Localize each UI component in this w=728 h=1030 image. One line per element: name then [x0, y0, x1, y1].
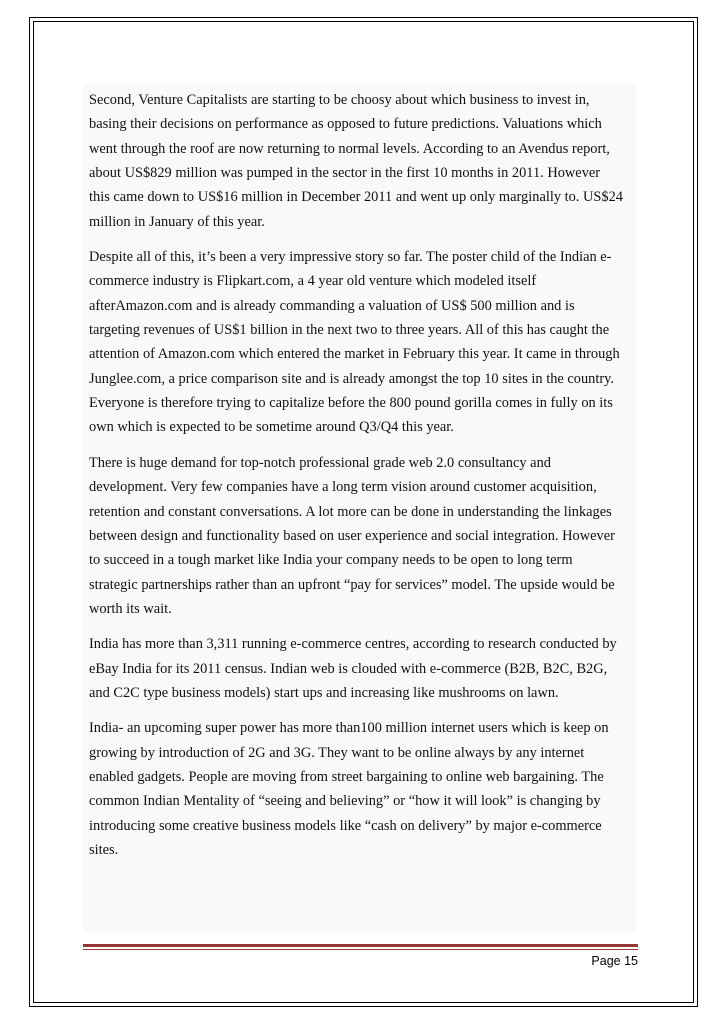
text-line: eBay India for its 2011 census. Indian web is clouded with e-commerce (B2B, B2C, B2G,	[89, 660, 608, 677]
text-line: between design and functionality based on user experience and social integration. However	[89, 527, 615, 544]
text-line: introducing some creative business models like “cash on delivery” by major e-commerce	[89, 817, 602, 834]
paragraph-web-consultancy	[89, 451, 637, 621]
text-line: Junglee.com, a price comparison site and is already amongst the top 10 sites in the country.	[89, 370, 614, 387]
text-line: about US$829 million was pumped in the sector in the first 10 months in 2011. However	[89, 165, 601, 182]
paragraph-internet-users	[89, 716, 637, 862]
text-line: retention and constant conversations. A lot more can be done in understanding the linkages	[89, 503, 612, 520]
text-line: sites.	[89, 841, 119, 858]
text-line: went through the roof are now returning to normal levels. According to an Avendus report,	[89, 140, 610, 157]
text-line: development. Very few companies have a long term vision around customer acquisition,	[89, 479, 597, 496]
text-line: Despite all of this, it’s been a very impressive story so far. The poster child of the Indian e-	[89, 249, 612, 266]
footer-rule-thick	[83, 944, 638, 947]
text-line: India- an upcoming super power has more than100 million internet users which is keep on	[89, 720, 609, 737]
text-line: targeting revenues of US$1 billion in the next two to three years. All of this has caught the	[89, 322, 610, 339]
text-line: India has more than 3,311 running e-commerce centres, according to research conducted by	[89, 636, 617, 653]
text-line: this came down to US$16 million in December 2011 and went up only marginally to. US$24	[89, 189, 623, 206]
text-line: growing by introduction of 2G and 3G. They want to be online always by any internet	[89, 744, 585, 761]
text-line: basing their decisions on performance as opposed to future predictions. Valuations which	[89, 116, 602, 133]
text-line: worth its wait.	[89, 600, 172, 617]
text-line: and C2C type business models) start ups and increasing like mushrooms on lawn.	[89, 684, 559, 701]
body-text	[89, 88, 637, 873]
text-line: afterAmazon.com and is already commanding a valuation of US$ 500 million and is	[89, 297, 575, 314]
text-line: to succeed in a tough market like India your company needs to be open to long term	[89, 552, 573, 569]
text-line: own which is expected to be sometime around Q3/Q4 this year.	[89, 419, 454, 436]
text-line: Everyone is therefore trying to capitalize before the 800 pound gorilla comes in fully on its	[89, 395, 613, 412]
text-line: There is huge demand for top-notch professional grade web 2.0 consultancy and	[89, 454, 551, 471]
text-line: Second, Venture Capitalists are starting to be choosy about which business to invest in,	[89, 92, 590, 108]
text-line: enabled gadgets. People are moving from street bargaining to online web bargaining. The	[89, 768, 604, 785]
paragraph-flipkart	[89, 245, 637, 440]
text-line: attention of Amazon.com which entered the market in February this year. It came in through	[89, 346, 620, 363]
text-line: strategic partnerships rather than an upfront “pay for services” model. The upside would be	[89, 576, 615, 593]
footer-rule-thin	[83, 949, 638, 950]
text-line: commerce industry is Flipkart.com, a 4 year old venture which modeled itself	[89, 273, 537, 290]
page-number: Page 15	[591, 954, 638, 968]
paragraph-venture-capitalists	[89, 88, 637, 234]
text-line: million in January of this year.	[89, 213, 265, 230]
paragraph-ecommerce-centres	[89, 632, 637, 705]
text-line: common Indian Mentality of “seeing and believing” or “how it will look” is changing by	[89, 793, 601, 810]
